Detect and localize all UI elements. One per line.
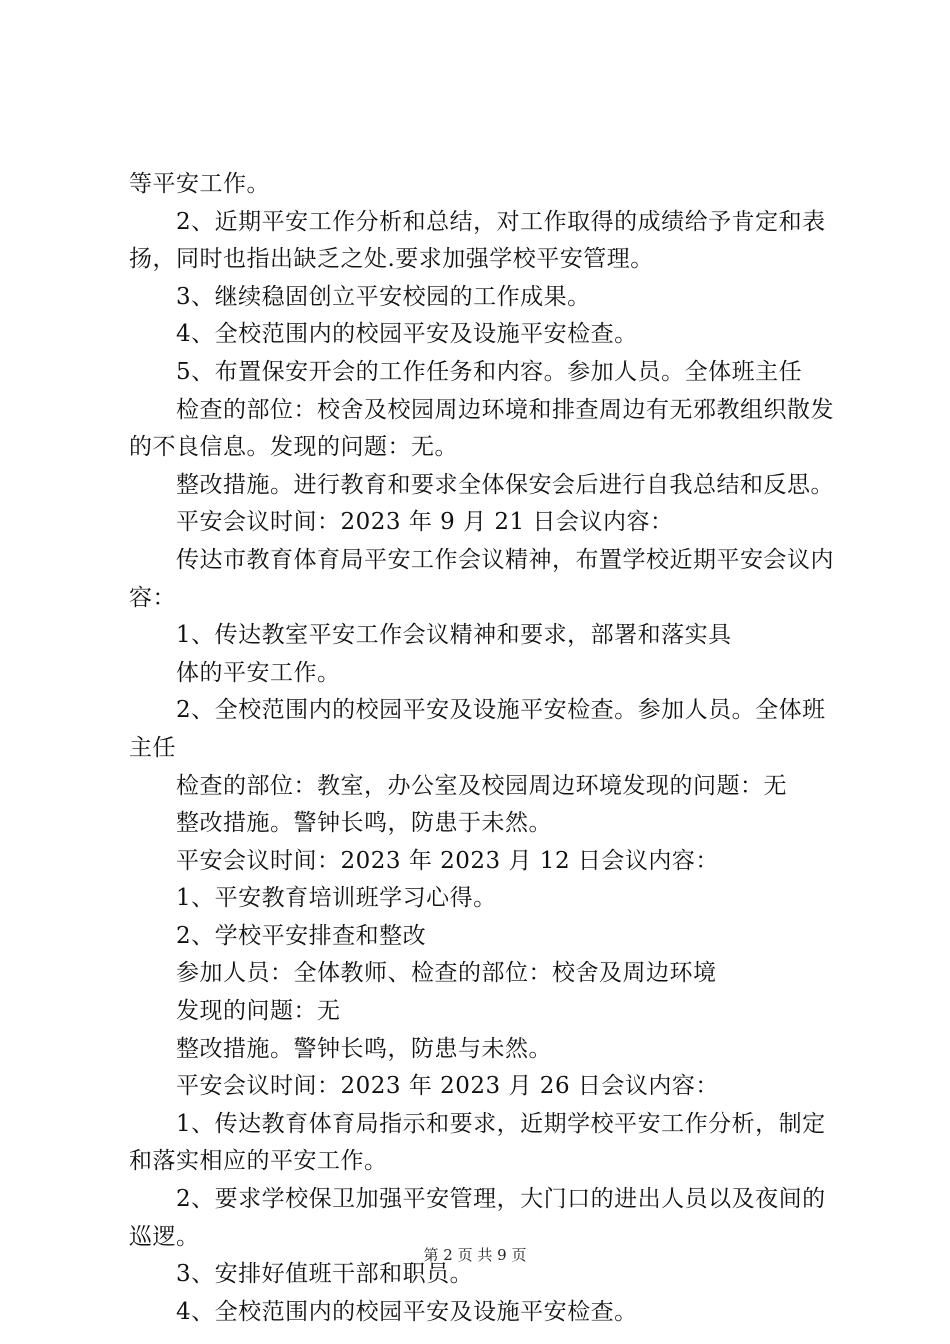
paragraph: 传达市教育体育局平安工作会议精神，布置学校近期平安会议内容： (129, 546, 834, 611)
paragraph: 整改措施。警钟长鸣，防患与未然。 (176, 1035, 552, 1062)
paragraph: 发现的问题：无 (176, 998, 341, 1025)
paragraph: 检查的部位：校舍及校园周边环境和排查周边有无邪教组织散发的不良信息。发现的问题：无。 (129, 396, 834, 461)
paragraph: 2、学校平安排查和整改 (176, 922, 427, 949)
meeting-heading: 平安会议时间：2023 年 2023 月 26 日会议内容： (176, 1073, 719, 1100)
paragraph: 3、安排好值班干部和职员。 (176, 1261, 474, 1288)
meeting-heading: 平安会议时间：2023 年 2023 月 12 日会议内容： (176, 847, 719, 874)
paragraph: 2、要求学校保卫加强平安管理，大门口的进出人员以及夜间的巡逻。 (129, 1186, 826, 1250)
paragraph: 5、布置保安开会的工作任务和内容。参加人员。全体班主任 (176, 358, 803, 385)
paragraph: 1、传达教室平安工作会议精神和要求，部署和落实具 (176, 622, 732, 649)
paragraph: 2、近期平安工作分析和总结，对工作取得的成绩给予肯定和表扬，同时也指出缺乏之处.要求加强学校平安管理。 (129, 208, 826, 273)
meeting-heading: 平安会议时间：2023 年 9 月 21 日会议内容： (176, 509, 674, 536)
paragraph: 2、全校范围内的校园平安及设施平安检查。参加人员。全体班主任 (129, 697, 826, 761)
paragraph: 3、继续稳固创立平安校园的工作成果。 (176, 283, 591, 310)
paragraph: 4、全校范围内的校园平安及设施平安检查。 (176, 1298, 638, 1325)
document-body (129, 166, 841, 1331)
paragraph: 整改措施。警钟长鸣，防患于未然。 (176, 810, 552, 837)
paragraph: 参加人员：全体教师、检查的部位：校舍及周边环境 (176, 960, 717, 987)
paragraph: 检查的部位：教室，办公室及校园周边环境发现的问题：无 (176, 772, 787, 799)
paragraph: 1、传达教育体育局指示和要求，近期学校平安工作分析，制定和落实相应的平安工作。 (129, 1110, 826, 1175)
paragraph: 体的平安工作。 (176, 659, 341, 686)
paragraph: 4、全校范围内的校园平安及设施平安检查。 (176, 321, 638, 348)
paragraph: 等平安工作。 (129, 171, 270, 197)
paragraph: 1、平安教育培训班学习心得。 (176, 885, 497, 912)
page-footer: 第 2 页 共 9 页 (423, 1246, 527, 1264)
paragraph: 整改措施。进行教育和要求全体保安会后进行自我总结和反思。 (176, 471, 834, 498)
